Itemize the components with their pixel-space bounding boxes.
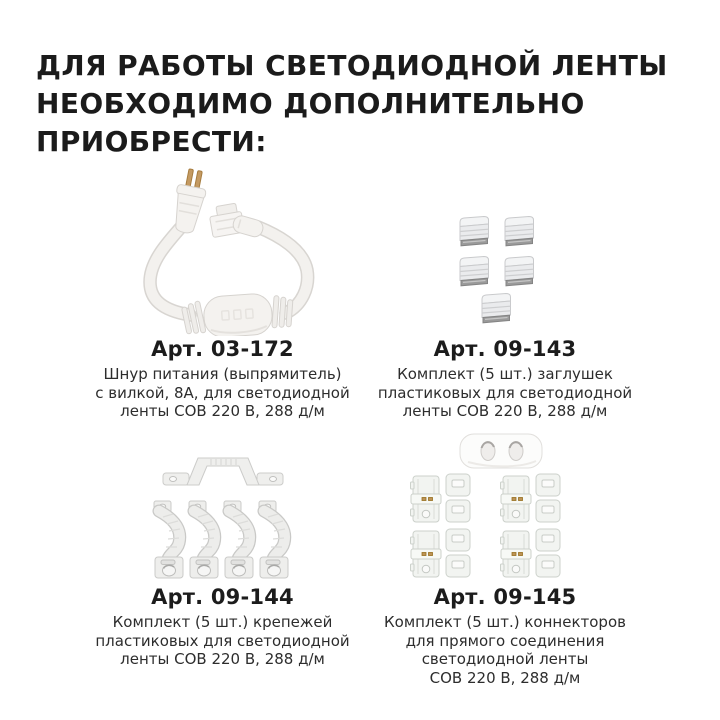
product-card-03-172 xyxy=(60,164,385,421)
product-description-line: пластиковых для светодиодной xyxy=(95,631,350,650)
product-description xyxy=(95,613,349,669)
product-card-09-144 xyxy=(60,424,385,669)
product-description-line: Комплект (5 шт.) коннекторов xyxy=(384,613,626,631)
product-description-line: ленты COB 220 В, 288 д/м xyxy=(120,650,325,668)
product-art-number: Арт. 09-145 xyxy=(433,585,577,609)
page-title xyxy=(36,47,696,161)
product-art-number: Арт. 09-143 xyxy=(433,337,577,361)
product-description-line: COB 220 В, 288 д/м xyxy=(429,668,581,687)
product-art-number: Арт. 09-144 xyxy=(151,585,294,609)
title-line: НЕОБХОДИМО ДОПОЛНИТЕЛЬНО xyxy=(36,87,585,120)
product-description-line: ленты COB 220 В, 288 д/м xyxy=(402,402,608,420)
product-description-line: с вилкой, 8А, для светодиодной xyxy=(95,383,350,402)
title-line: ПРИОБРЕСТИ: xyxy=(36,125,267,158)
product-description xyxy=(95,365,349,421)
product-description-line: Шнур питания (выпрямитель) xyxy=(103,365,342,383)
end-caps-image xyxy=(410,175,600,325)
mounting-clips-image xyxy=(115,429,330,579)
product-description xyxy=(384,613,626,687)
product-photo-area xyxy=(60,424,385,584)
product-description-line: Комплект (5 шт.) крепежей xyxy=(112,613,333,631)
product-description-line: светодиодной ленты xyxy=(421,650,589,668)
product-description xyxy=(378,365,632,421)
product-art-number: Арт. 03-172 xyxy=(151,337,294,361)
strip-connectors-image xyxy=(395,429,615,579)
product-description-line: пластиковых для светодиодной xyxy=(377,383,633,402)
power-cord-image xyxy=(110,164,335,336)
product-photo-area xyxy=(355,424,655,584)
product-description-line: ленты COB 220 В, 288 д/м xyxy=(120,402,325,420)
product-card-09-145 xyxy=(355,424,655,687)
product-description-line: для прямого соединения xyxy=(405,631,605,650)
product-description-line: Комплект (5 шт.) заглушек xyxy=(397,365,613,383)
product-photo-area xyxy=(355,164,655,336)
product-photo-area xyxy=(60,164,385,336)
title-line: ДЛЯ РАБОТЫ СВЕТОДИОДНОЙ ЛЕНТЫ xyxy=(36,49,668,82)
product-card-09-143 xyxy=(355,164,655,421)
